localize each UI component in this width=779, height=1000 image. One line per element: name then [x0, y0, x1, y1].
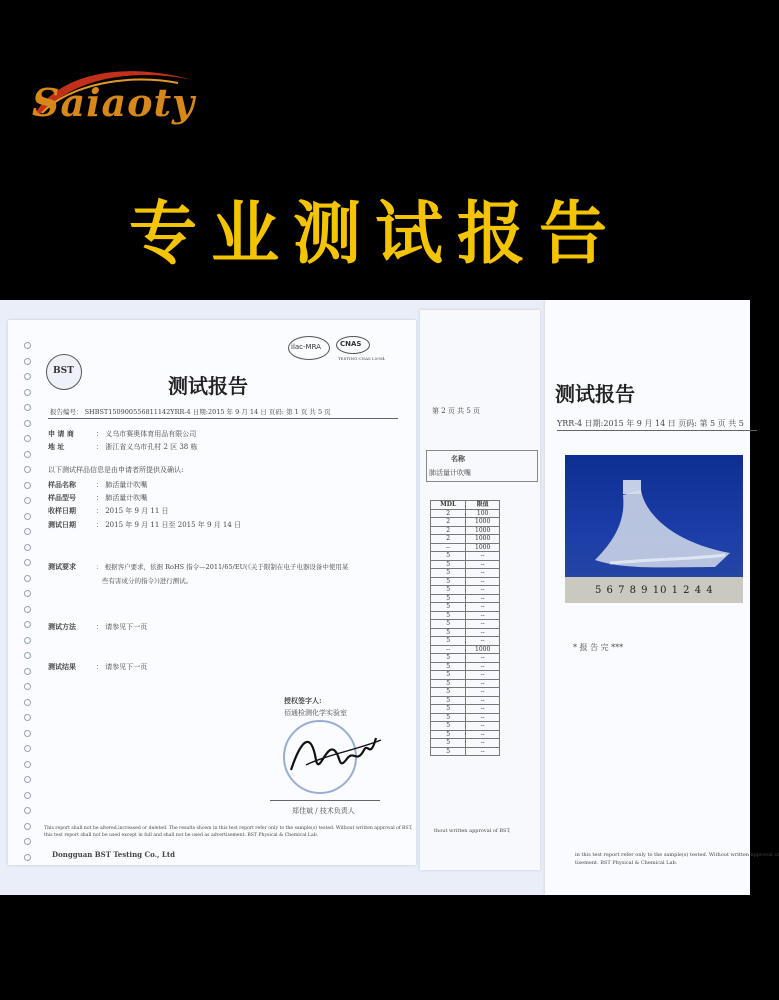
table-row	[431, 662, 500, 671]
table-row	[431, 569, 500, 578]
limit-cell: 100	[466, 509, 500, 518]
info-note: 以下测试样品信息是由申请者所提供及确认:	[48, 466, 184, 474]
binding-hole	[24, 668, 31, 675]
mdl-cell: 5	[431, 713, 466, 722]
table-row	[431, 722, 500, 731]
result-label: 测试结果	[48, 662, 76, 671]
field-value-2: ： 2015 年 9 月 11 日	[96, 507, 169, 515]
limit-cell: --	[466, 552, 500, 561]
ilac-mark	[288, 336, 330, 360]
binding-hole	[24, 838, 31, 845]
field-value-1: ： 肺活量计吹嘴	[96, 494, 148, 502]
limit-cell: --	[466, 628, 500, 637]
mdl-cell: 2	[431, 509, 466, 518]
limit-cell: 1000	[466, 645, 500, 654]
mdl-cell: 2	[431, 526, 466, 535]
page-headline: 专业测试报告	[128, 195, 621, 274]
applicant-label: 申 请 商	[48, 429, 74, 438]
binding-hole	[24, 497, 31, 504]
binding-hole	[24, 575, 31, 582]
binding-hole	[24, 730, 31, 737]
report-end-mark: * 报 告 完 ***	[573, 643, 624, 652]
limit-cell: --	[466, 705, 500, 714]
binding-holes	[22, 342, 32, 877]
mdl-cell: --	[431, 543, 466, 552]
brand-logo: Saiaoty	[32, 80, 196, 125]
binding-hole	[24, 714, 31, 721]
binding-hole	[24, 451, 31, 458]
mdl-cell: 5	[431, 552, 466, 561]
report-page-5	[545, 300, 779, 895]
cnas-text: CNAS	[340, 340, 362, 348]
mdl-cell: 5	[431, 679, 466, 688]
mdl-cell: 5	[431, 747, 466, 756]
requirement-label: 测试要求	[48, 562, 76, 571]
mdl-cell: 5	[431, 611, 466, 620]
product-photo	[565, 455, 743, 603]
limit-cell: --	[466, 730, 500, 739]
binding-hole	[24, 652, 31, 659]
binding-hole	[24, 761, 31, 768]
limit-cell: --	[466, 688, 500, 697]
limit-cell: --	[466, 569, 500, 578]
certificate-photo	[0, 300, 779, 895]
binding-hole	[24, 590, 31, 597]
binding-hole	[24, 358, 31, 365]
field-label-0: 样品名称	[48, 480, 76, 489]
limit-cell: --	[466, 747, 500, 756]
ilac-text: ilac-MRA	[291, 343, 321, 351]
table-row	[431, 637, 500, 646]
table-row	[431, 603, 500, 612]
report-line: YRR-4 日期:2015 年 9 月 14 日 页码: 第 5 页 共 5	[557, 419, 744, 428]
limit-cell: --	[466, 662, 500, 671]
binding-hole	[24, 435, 31, 442]
ruler-numbers: 5 6 7 8 9 10 1 2 4 4	[595, 585, 714, 596]
company-name: Dongguan BST Testing Co., Ltd	[52, 850, 175, 859]
field-value-3: ： 2015 年 9 月 11 日至 2015 年 9 月 14 日	[96, 521, 242, 529]
binding-hole	[24, 482, 31, 489]
binding-hole	[24, 373, 31, 380]
binding-hole	[24, 637, 31, 644]
table-row	[431, 518, 500, 527]
table-row	[431, 560, 500, 569]
table-row	[431, 552, 500, 561]
table-row	[431, 594, 500, 603]
mdl-cell: 5	[431, 662, 466, 671]
limit-cell: --	[466, 560, 500, 569]
requirement-value: ： 根据客户要求，依据 RoHS 指令—2011/65/EU(《关于限制在电子电器设备中使用某	[96, 563, 349, 571]
disclaimer-2: this test report shall not be used except in full and shall not be used as advertisement. BST Physical & Chemical Lab.	[44, 833, 319, 838]
mdl-cell: 5	[431, 603, 466, 612]
table-row	[431, 628, 500, 637]
mdl-cell: 5	[431, 696, 466, 705]
table-row	[431, 526, 500, 535]
binding-hole	[24, 342, 31, 349]
mdl-cell: 2	[431, 535, 466, 544]
signatory-label: 授权签字人:	[284, 696, 322, 705]
limit-cell: --	[466, 611, 500, 620]
table-row	[431, 688, 500, 697]
mdl-cell: 5	[431, 654, 466, 663]
binding-hole	[24, 621, 31, 628]
divider	[48, 418, 398, 419]
limit-cell: 1000	[466, 543, 500, 552]
binding-hole	[24, 792, 31, 799]
limit-cell: --	[466, 654, 500, 663]
report-page-1	[8, 320, 416, 865]
mdl-cell: 5	[431, 671, 466, 680]
bst-seal-text: BST	[53, 366, 74, 376]
address-value: ： 浙江省义乌市孔村 2 区 38 栋	[96, 443, 198, 451]
limit-cell: --	[466, 696, 500, 705]
disclaimer: This report shall not be altered,increased or deleted. The results shown in this test report refer only to the sample(s) tested. Without written approval of BST,	[44, 826, 413, 831]
result-value: ： 请参见下一页	[96, 663, 148, 671]
method-label: 测试方法	[48, 622, 76, 631]
table-row	[431, 620, 500, 629]
mdl-cell: 5	[431, 594, 466, 603]
limit-cell: --	[466, 679, 500, 688]
limit-cell: --	[466, 586, 500, 595]
binding-hole	[24, 606, 31, 613]
field-value-0: ： 肺活量计吹嘴	[96, 481, 148, 489]
limit-cell: --	[466, 713, 500, 722]
col-mdl: MDL	[431, 501, 466, 510]
table-row	[431, 696, 500, 705]
binding-hole	[24, 513, 31, 520]
binding-hole	[24, 404, 31, 411]
name-table	[426, 450, 538, 482]
mid-footer: thout written approval of BST,	[434, 828, 511, 834]
table-row	[431, 705, 500, 714]
binding-hole	[24, 466, 31, 473]
mdl-cell: 5	[431, 577, 466, 586]
binding-hole	[24, 807, 31, 814]
bst-seal	[46, 354, 82, 390]
name-header: 名称	[451, 454, 465, 463]
cnas-number: TESTING CNAS L5934	[338, 356, 385, 361]
field-label-3: 测试日期	[48, 520, 76, 529]
address-label: 地 址	[48, 442, 65, 451]
report-title: 测试报告	[168, 374, 248, 398]
table-row	[431, 739, 500, 748]
report-number-line: 报告编号： SHBST150900556811142YRR-4 日期:2015 年 9 月 14 日 页码: 第 1 页 共 5 页	[50, 408, 331, 416]
mdl-cell: 5	[431, 722, 466, 731]
table-row	[431, 509, 500, 518]
table-row	[431, 543, 500, 552]
limit-cell: 1000	[466, 535, 500, 544]
divider	[557, 430, 757, 431]
report-page-2	[420, 310, 540, 870]
limit-cell: --	[466, 722, 500, 731]
binding-hole	[24, 776, 31, 783]
limit-cell: --	[466, 577, 500, 586]
table-row	[431, 645, 500, 654]
limit-cell: 1000	[466, 518, 500, 527]
mdl-cell: 5	[431, 628, 466, 637]
page-line: 第 2 页 共 5 页	[432, 407, 481, 415]
field-label-1: 样品型号	[48, 493, 76, 502]
binding-hole	[24, 559, 31, 566]
binding-hole	[24, 854, 31, 861]
binding-hole	[24, 823, 31, 830]
mdl-cell: 5	[431, 705, 466, 714]
report-disclaimer-2: tisement. BST Physical & Chemical Lab.	[575, 860, 678, 866]
results-table	[430, 500, 500, 756]
mdl-cell: 5	[431, 560, 466, 569]
mdl-cell: 2	[431, 518, 466, 527]
limit-cell: --	[466, 594, 500, 603]
limit-cell: --	[466, 739, 500, 748]
table-row	[431, 671, 500, 680]
table-row	[431, 654, 500, 663]
signature-line	[270, 800, 380, 801]
mdl-cell: 5	[431, 586, 466, 595]
table-row	[431, 730, 500, 739]
signer-name: 郑佳斌 / 技术负责人	[292, 807, 355, 815]
mdl-cell: 5	[431, 620, 466, 629]
table-row	[431, 679, 500, 688]
mdl-cell: 5	[431, 688, 466, 697]
report-title: 测试报告	[555, 382, 635, 406]
binding-hole	[24, 544, 31, 551]
table-row	[431, 577, 500, 586]
ruler	[565, 577, 743, 603]
limit-cell: --	[466, 671, 500, 680]
table-row	[431, 586, 500, 595]
report-disclaimer: in this test report refer only to the sample(s) tested. Without written approval of	[575, 852, 779, 858]
cnas-mark	[336, 336, 370, 354]
signature	[286, 720, 386, 790]
limit-cell: --	[466, 603, 500, 612]
table-row	[431, 713, 500, 722]
field-label-2: 收样日期	[48, 506, 76, 515]
lab-name: 佰通检测化学实验室	[284, 709, 347, 717]
mdl-cell: 5	[431, 730, 466, 739]
mdl-cell: --	[431, 645, 466, 654]
binding-hole	[24, 389, 31, 396]
mdl-cell: 5	[431, 739, 466, 748]
requirement-value-2: 些有害成分的指令》)进行测试。	[102, 577, 193, 585]
table-row	[431, 747, 500, 756]
limit-cell: --	[466, 637, 500, 646]
mdl-cell: 5	[431, 637, 466, 646]
binding-hole	[24, 745, 31, 752]
binding-hole	[24, 528, 31, 535]
name-value: 肺活量计吹嘴	[429, 469, 471, 477]
col-limit: 限值	[466, 501, 500, 510]
binding-hole	[24, 699, 31, 706]
table-row	[431, 611, 500, 620]
binding-hole	[24, 683, 31, 690]
limit-cell: --	[466, 620, 500, 629]
method-value: ： 请参见下一页	[96, 623, 148, 631]
limit-cell: 1000	[466, 526, 500, 535]
applicant-value: ： 义乌市赛奥体育用品有限公司	[96, 430, 197, 438]
mdl-cell: 5	[431, 569, 466, 578]
table-row	[431, 535, 500, 544]
binding-hole	[24, 420, 31, 427]
